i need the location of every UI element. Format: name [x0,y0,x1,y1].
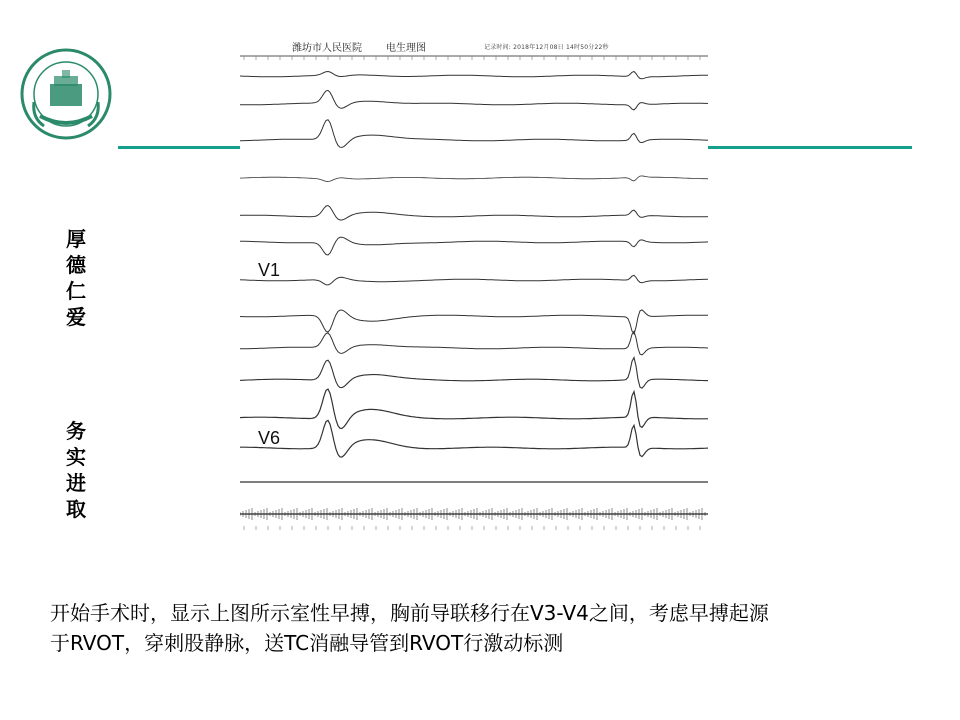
ecg-trace [240,420,708,457]
motto-char: 厚 [66,227,86,251]
motto-char: 进 [66,471,86,495]
hospital-logo-icon [18,46,114,142]
ecg-record-time: 记录时间: 2018年12月08日 14时50分22秒 [484,44,609,51]
ecg-trace [240,206,708,221]
lead-label-v1: V1 [258,260,281,280]
motto-char: 务 [66,419,86,443]
ecg-trace [240,237,708,255]
ecg-trace [240,120,708,148]
caption [50,598,930,658]
caption-line-1: 开始手术时，显示上图所示室性早搏，胸前导联移行在V3-V4之间，考虑早搏起源 [50,601,769,625]
ecg-trace [240,358,708,389]
accent-divider-left [118,146,242,149]
ecg-trace [240,389,708,428]
ecg-hospital-name: 潍坊市人民医院 [292,43,362,54]
motto-char: 实 [66,445,86,469]
ecg-trace [240,331,708,355]
ecg-tracing-panel [240,36,708,536]
caption-line-2: 于RVOT，穿刺股静脉，送TC消融导管到RVOT行激动标测 [50,631,564,655]
ecg-trace [240,275,708,285]
ecg-trace [240,310,708,334]
motto-char: 仁 [66,279,86,303]
motto-top [66,226,90,330]
ecg-trace [240,72,708,79]
accent-divider-right [706,146,912,149]
lead-label-v6: V6 [258,428,281,448]
ecg-report-type: 电生理图 [386,43,426,54]
ecg-trace [240,90,708,110]
ecg-waveforms [240,36,708,536]
motto-char: 爱 [66,305,86,329]
ecg-trace [240,176,708,182]
motto-char: 取 [66,497,86,521]
motto-char: 德 [66,253,86,277]
motto-bottom [66,418,90,522]
